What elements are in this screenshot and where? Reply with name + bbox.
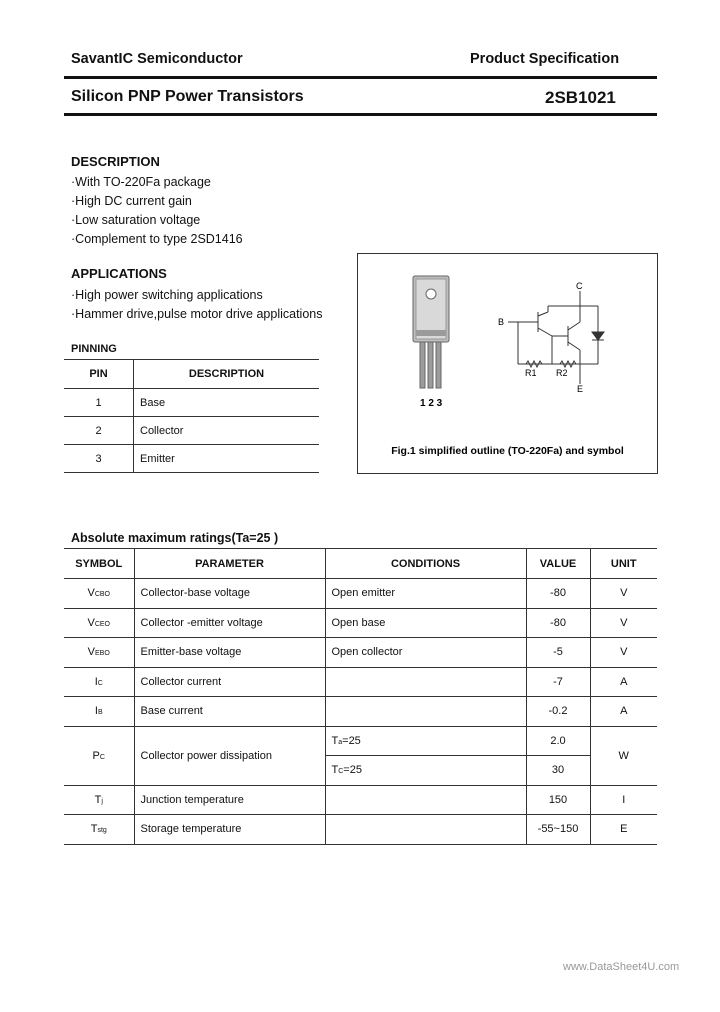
pin-description: Collector — [134, 417, 320, 445]
symbol-cell: VCBO — [64, 579, 134, 609]
unit-cell: V — [590, 608, 657, 638]
symbol-cell: VEBO — [64, 638, 134, 668]
ratings-title: Absolute maximum ratings(Ta=25 ) — [71, 531, 279, 545]
table-row — [64, 697, 657, 727]
conditions-cell: Ta=25 — [325, 726, 526, 756]
parameter-cell: Base current — [134, 697, 325, 727]
pinning-title: PINNING — [71, 343, 117, 355]
table-row — [64, 389, 319, 417]
conditions-cell: Open base — [325, 608, 526, 638]
col-header-value: VALUE — [526, 549, 590, 579]
symbol-cell: IC — [64, 667, 134, 697]
doc-type: Product Specification — [470, 51, 620, 67]
value-cell: -5 — [526, 638, 590, 668]
table-row — [64, 608, 657, 638]
applications-list — [71, 286, 322, 324]
col-header-parameter: PARAMETER — [134, 549, 325, 579]
r1-label: R1 — [525, 368, 537, 378]
header-rule-top — [64, 76, 657, 79]
symbol-cell: VCEO — [64, 608, 134, 638]
pinning-table — [64, 359, 319, 473]
value-cell: 2.0 — [526, 726, 590, 756]
symbol-cell: IB — [64, 697, 134, 727]
value-cell: 150 — [526, 785, 590, 815]
parameter-cell: Collector power dissipation — [134, 726, 325, 785]
unit-cell: A — [590, 667, 657, 697]
value-cell: -55~150 — [526, 815, 590, 845]
value-cell: -80 — [526, 608, 590, 638]
conditions-cell — [325, 697, 526, 727]
conditions-cell — [325, 785, 526, 815]
pin-number: 3 — [64, 445, 134, 473]
symbol-cell: PC — [64, 726, 134, 785]
col-header-symbol: SYMBOL — [64, 549, 134, 579]
unit-cell: E — [590, 815, 657, 845]
description-title: DESCRIPTION — [71, 154, 160, 169]
watermark: www.DataSheet4U.com — [563, 961, 680, 973]
table-header-row — [64, 549, 657, 579]
parameter-cell: Storage temperature — [134, 815, 325, 845]
applications-title: APPLICATIONS — [71, 266, 167, 281]
col-header-description: DESCRIPTION — [134, 359, 320, 389]
unit-cell: I — [590, 785, 657, 815]
figure-box — [357, 253, 658, 474]
ratings-table — [64, 548, 657, 845]
parameter-cell: Junction temperature — [134, 785, 325, 815]
list-item: ·High DC current gain — [71, 194, 192, 208]
pin-number: 2 — [64, 417, 134, 445]
value-cell: -7 — [526, 667, 590, 697]
value-cell: 30 — [526, 756, 590, 786]
package-outline-icon — [413, 276, 449, 388]
list-item: ·High power switching applications — [71, 288, 263, 302]
list-item: ·Low saturation voltage — [71, 213, 201, 227]
pin-numbers: 1 2 3 — [420, 398, 443, 409]
table-row — [64, 785, 657, 815]
company-name: SavantIC Semiconductor — [71, 51, 243, 67]
value-cell: -0.2 — [526, 697, 590, 727]
unit-cell: W — [590, 726, 657, 785]
pin-description: Base — [134, 389, 320, 417]
figure-caption: Fig.1 simplified outline (TO-220Fa) and symbol — [391, 445, 624, 457]
conditions-cell: Open collector — [325, 638, 526, 668]
unit-cell: V — [590, 579, 657, 609]
r2-label: R2 — [556, 368, 568, 378]
pin-number: 1 — [64, 389, 134, 417]
parameter-cell: Emitter-base voltage — [134, 638, 325, 668]
conditions-cell — [325, 815, 526, 845]
conditions-cell: Open emitter — [325, 579, 526, 609]
table-row — [64, 445, 319, 473]
conditions-cell — [325, 667, 526, 697]
col-header-conditions: CONDITIONS — [325, 549, 526, 579]
table-header-row — [64, 359, 319, 389]
header-rule-bottom — [64, 113, 657, 116]
list-item: ·Hammer drive,pulse motor drive applications — [71, 307, 323, 321]
emitter-label: E — [577, 384, 584, 394]
list-item: ·With TO-220Fa package — [71, 175, 211, 189]
description-list — [71, 173, 243, 249]
symbol-cell: Tj — [64, 785, 134, 815]
symbol-cell: Tstg — [64, 815, 134, 845]
unit-cell: V — [590, 638, 657, 668]
collector-label: C — [576, 281, 583, 291]
part-number: 2SB1021 — [545, 88, 616, 107]
table-row — [64, 417, 319, 445]
table-row — [64, 815, 657, 845]
unit-cell: A — [590, 697, 657, 727]
col-header-unit: UNIT — [590, 549, 657, 579]
list-item: ·Complement to type 2SD1416 — [71, 232, 243, 246]
table-row — [64, 579, 657, 609]
table-row — [64, 638, 657, 668]
figure-drawing — [358, 254, 657, 473]
parameter-cell: Collector current — [134, 667, 325, 697]
table-row — [64, 667, 657, 697]
conditions-cell: TC=25 — [325, 756, 526, 786]
value-cell: -80 — [526, 579, 590, 609]
base-label: B — [498, 317, 505, 327]
pin-description: Emitter — [134, 445, 320, 473]
parameter-cell: Collector -emitter voltage — [134, 608, 325, 638]
parameter-cell: Collector-base voltage — [134, 579, 325, 609]
product-line: Silicon PNP Power Transistors — [71, 88, 304, 105]
table-row — [64, 726, 657, 756]
col-header-pin: PIN — [64, 359, 134, 389]
